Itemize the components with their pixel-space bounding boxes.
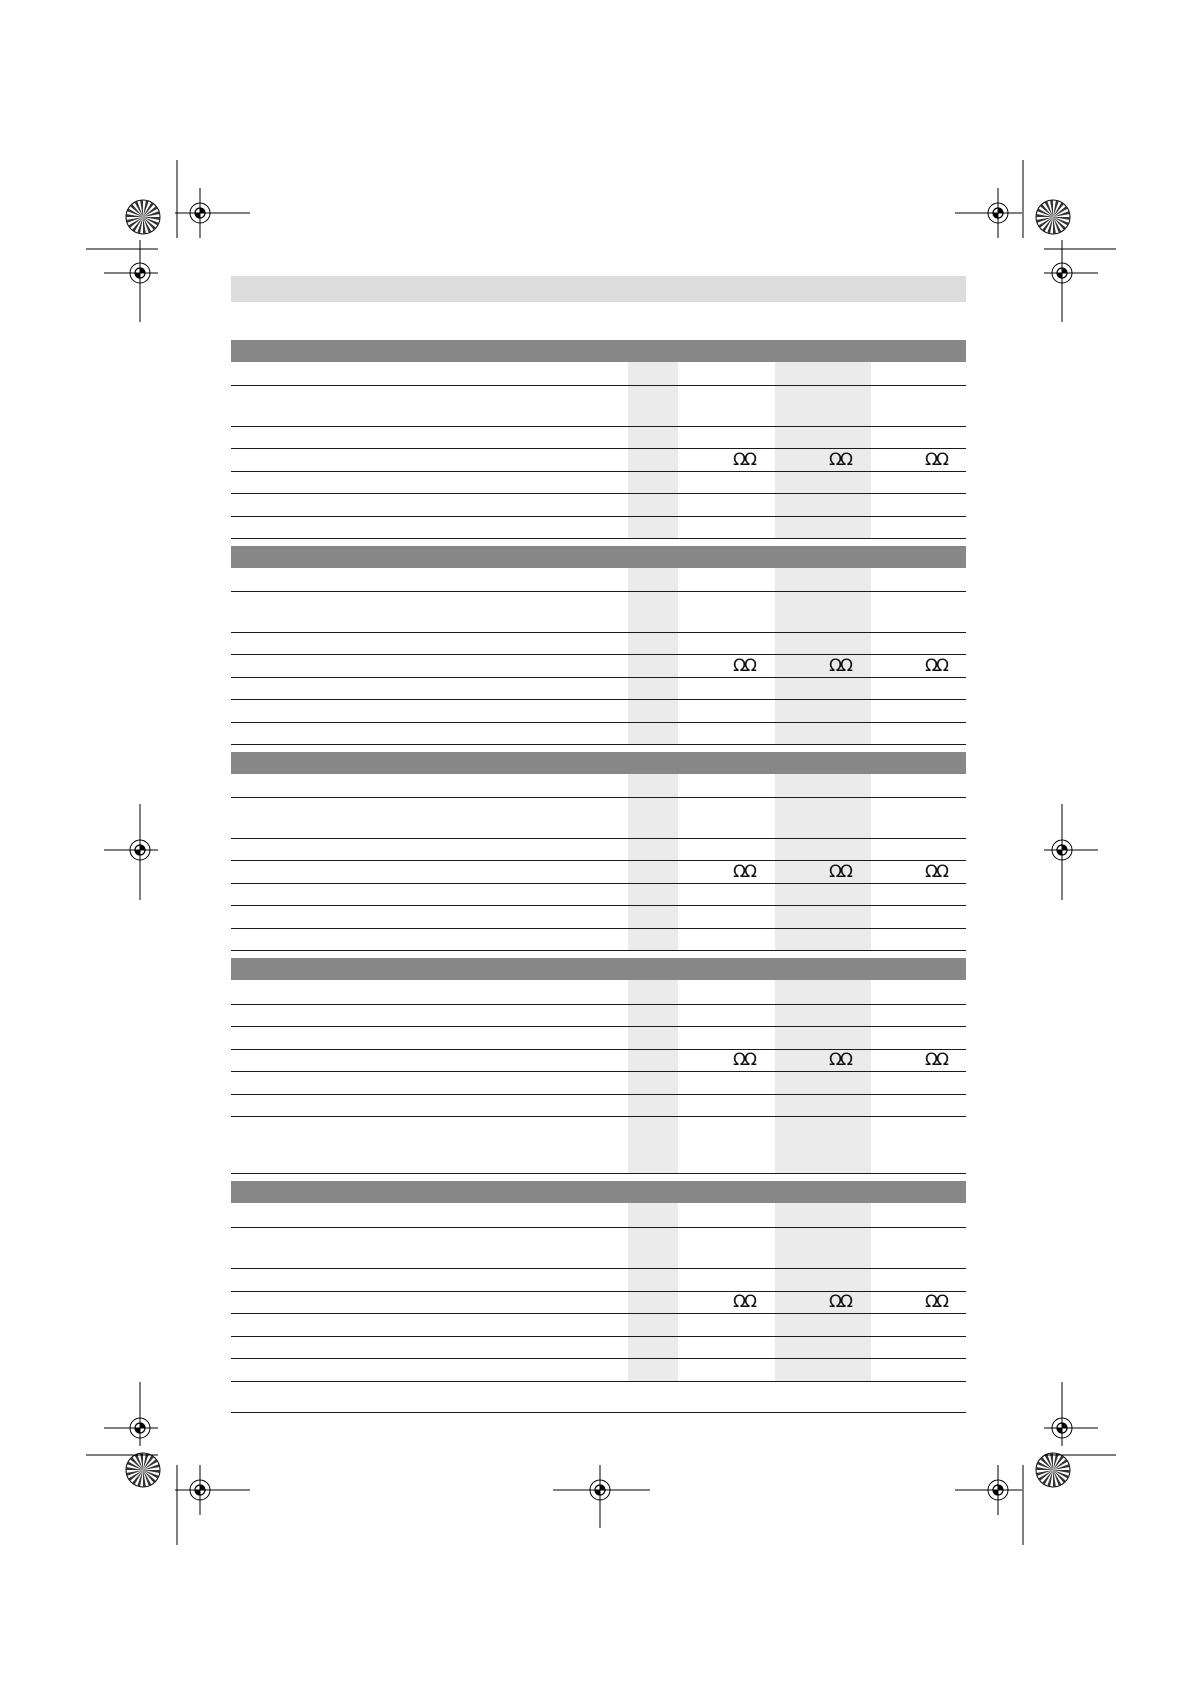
double-insulation-icon: ΩΩ — [829, 655, 851, 676]
double-insulation-icon: ΩΩ — [733, 1292, 755, 1312]
double-insulation-icon: ΩΩ — [925, 1050, 947, 1070]
color-wheel-mark — [1036, 1453, 1070, 1487]
double-insulation-icon: ΩΩ — [829, 861, 851, 882]
color-wheel-mark — [126, 200, 160, 234]
double-insulation-icon: ΩΩ — [925, 1292, 947, 1312]
double-insulation-icon: ΩΩ — [925, 449, 947, 470]
double-insulation-icon: ΩΩ — [733, 449, 755, 470]
double-insulation-icon: ΩΩ — [925, 861, 947, 882]
double-insulation-icon: ΩΩ — [925, 655, 947, 676]
double-insulation-icon: ΩΩ — [829, 1292, 851, 1312]
double-insulation-icon: ΩΩ — [733, 655, 755, 676]
double-insulation-icon: ΩΩ — [733, 861, 755, 882]
double-insulation-icon: ΩΩ — [829, 1050, 851, 1070]
color-wheel-mark — [126, 1453, 160, 1487]
double-insulation-icon: ΩΩ — [829, 449, 851, 470]
color-wheel-mark — [1036, 200, 1070, 234]
double-insulation-icon: ΩΩ — [733, 1050, 755, 1070]
